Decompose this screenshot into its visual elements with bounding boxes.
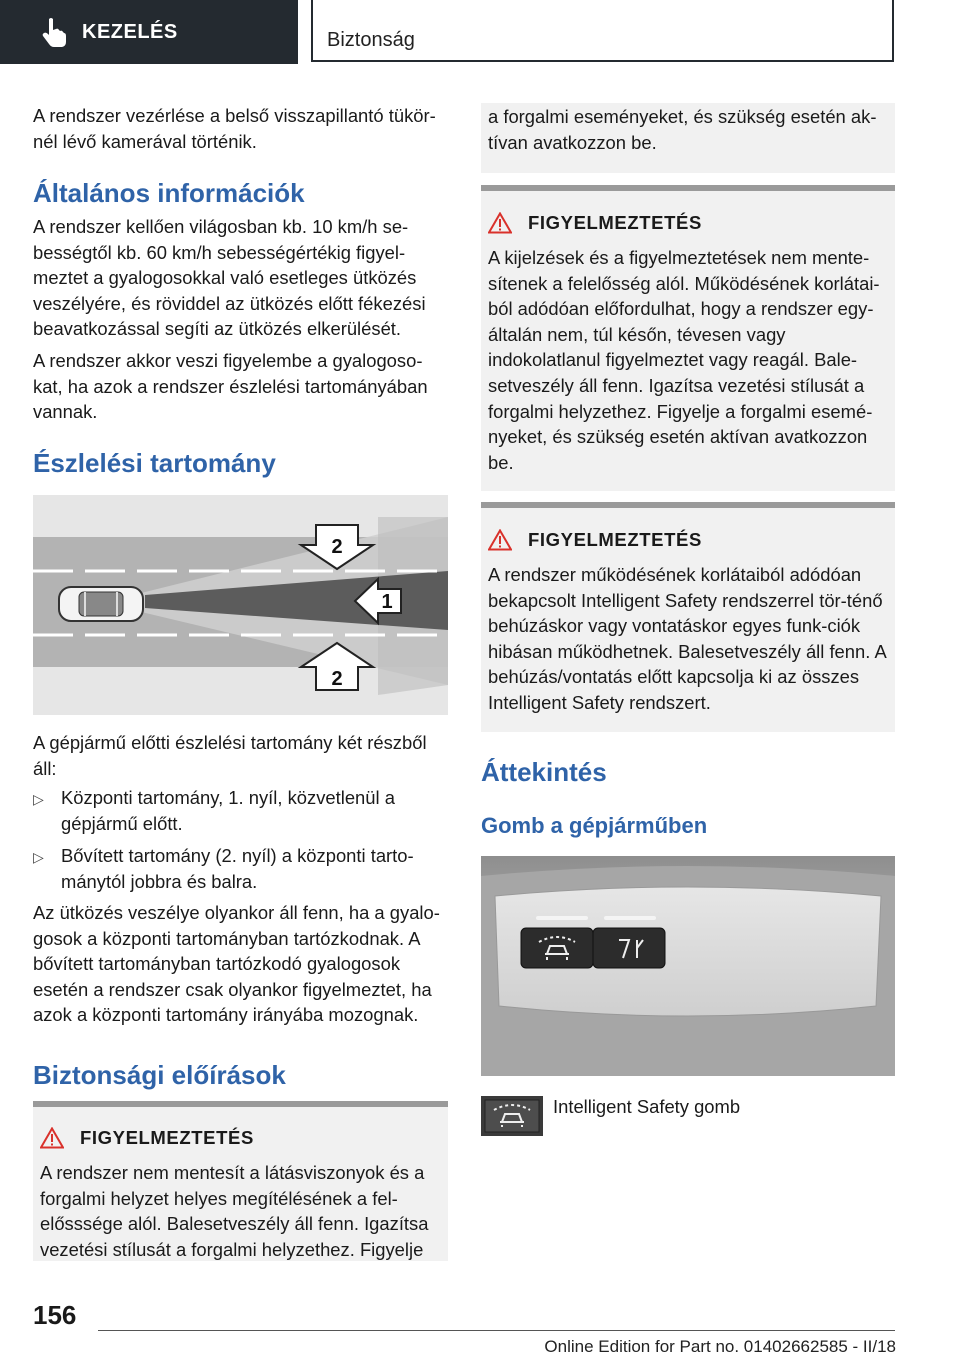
warning-triangle-icon [488, 212, 512, 234]
button-in-vehicle-heading: Gomb a gépjárműben [481, 813, 708, 838]
warning-text-continued: a forgalmi eseményeket, és szükség esetén ak-tívan avatkozzon be. [488, 106, 877, 153]
safety-rules-heading: Biztonsági előírások [33, 1060, 286, 1090]
hand-pointer-icon [40, 17, 68, 47]
warning-box-divider [481, 185, 895, 191]
warning-box-1-continued [481, 103, 895, 173]
section-label: Biztonság [327, 29, 415, 51]
warning-box-2 [481, 185, 895, 491]
button-caption: Intelligent Safety gomb [553, 1096, 741, 1117]
warning-title: FIGYELMEZTETÉS [80, 1127, 254, 1148]
warning-text: A rendszer működésének korlátaiból adódóan bekapcsolt Intelligent Safety rendszerrel tör-ténő behúzáskor vagy vontatáskor egyes funk-ciók hibásan működhetnek. Balesetveszély áll fenn. A behúzás/vontatás előtt kapcsolja ki az összes Intelligent Safety rendszert. [488, 564, 886, 713]
general-info-p1: A rendszer kellően világosban kb. 10 km/h se-bességtől kb. 60 km/h sebességértékig figyel-meztet a gyalogosokkal való esetleges ütközés veszélyére, és röviddel az ütközés előtt fékezési beavatkozással segíti az ütközés elkerülését. [33, 216, 426, 340]
detection-range-p1: A gépjármű előtti észlelési tartomány két részből áll: [33, 732, 427, 779]
intro-paragraph: A rendszer vezérlése a belső visszapillantó tükör-nél lévő kamerával történik. [33, 105, 436, 152]
warning-text: A kijelzések és a figyelmeztetések nem mente-sítenek a felelősség alól. Működésének korlátai-ból adódóan előfordulhat, hogy a rendszer egy-általán nem, túl későn, tévesen vagy indokolatlanul figyelmeztet vagy reagál. Bale-setveszély áll fenn. Igazítsa vezetési stílusát a forgalmi helyzethez. Figyelje a forgalmi esemé-nyeket, és szükség esetén aktívan avatkozzon be. [488, 247, 880, 473]
detection-range-p2: Az ütközés veszélye olyankor áll fenn, ha a gyalo-gosok a központi tartományban tartózkodnak. A bővített tartományban tartózkodó gyalogosok esetén a rendszer csak olyankor figyelmeztet, ha azok a központi tartomány irányába mozognak. [33, 902, 440, 1026]
page-number: 156 [33, 1300, 77, 1330]
diagram-label-1: 1 [381, 591, 393, 613]
edition-text: Online Edition for Part no. 01402662585 - II/18 [544, 1337, 896, 1356]
footer-divider [98, 1330, 895, 1331]
detection-range-heading: Észlelési tartomány [33, 448, 276, 478]
general-info-p2: A rendszer akkor veszi figyelembe a gyalogoso-kat, ha azok a rendszer észlelési tartományában vannak. [33, 350, 428, 423]
list-item: ▷ Bővített tartomány (2. nyíl) a központi tarto-mánytól jobbra és balra. [33, 845, 414, 892]
warning-box-divider [33, 1101, 448, 1107]
warning-box-1 [33, 1101, 448, 1261]
warning-triangle-icon [488, 529, 512, 551]
intelligent-safety-button-icon [481, 1096, 543, 1136]
chapter-tab [0, 0, 298, 64]
triangle-bullet-icon: ▷ [33, 791, 44, 807]
warning-text: A rendszer nem mentesít a látásviszonyok és a forgalmi helyzet helyes megítélésének a fel-elősssége alól. Balesetveszély áll fenn. Igazítsa vezetési stílusát a forgalmi helyzethez. Figyelje [40, 1162, 429, 1260]
warning-title: FIGYELMEZTETÉS [528, 529, 702, 550]
warning-triangle-icon [40, 1127, 64, 1149]
overview-heading: Áttekintés [481, 757, 607, 787]
detection-range-list [33, 785, 448, 901]
section-header [311, 0, 894, 62]
car-icon [59, 587, 143, 621]
diagram-label-2-bottom: 2 [331, 668, 343, 690]
list-item: ▷ Központi tartomány, 1. nyíl, közvetlenül a gépjármű előtt. [33, 787, 395, 834]
warning-box-3 [481, 502, 895, 732]
vehicle-button-photo [481, 856, 895, 1076]
chapter-label: KEZELÉS [82, 20, 178, 43]
detection-range-diagram [33, 495, 448, 715]
triangle-bullet-icon: ▷ [33, 849, 44, 866]
general-info-heading: Általános információk [33, 178, 305, 208]
warning-title: FIGYELMEZTETÉS [528, 212, 702, 233]
diagram-label-2-top: 2 [331, 536, 343, 558]
warning-box-divider [481, 502, 895, 508]
